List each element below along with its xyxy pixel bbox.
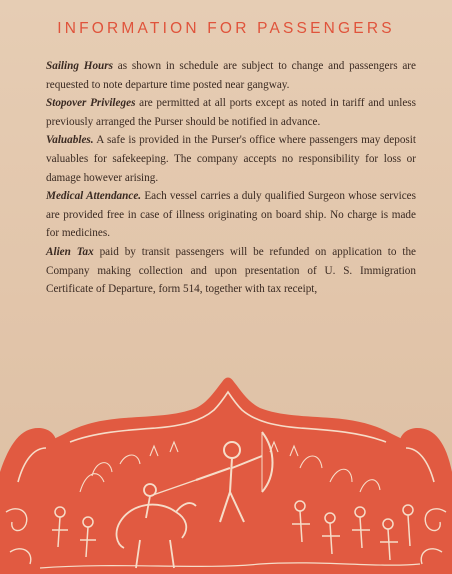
passenger-information-text xyxy=(46,57,416,299)
paragraph-body: A safe is provided in the Purser's office where passengers may deposit valuables for safekeeping. The company accepts no responsibility for loss or damage however arising. xyxy=(46,134,416,184)
paragraph-lead: Valuables. xyxy=(46,134,94,147)
paragraph-valuables xyxy=(46,131,416,187)
paragraph-lead: Sailing Hours xyxy=(46,60,113,72)
paragraph-medical-attendance xyxy=(46,187,416,243)
paragraph-body: are permitted at all ports except as noted in tariff and unless previously arranged the Purser should be notified in advance. xyxy=(46,97,416,128)
paragraph-sailing-hours xyxy=(46,57,416,94)
paragraph-body: paid by transit passengers will be refunded on application to the Company making collection and upon presentation of U. S. Immigration Certificate of Departure, form 514, together with tax receipt, xyxy=(46,245,417,296)
paragraph-lead: Alien Tax xyxy=(46,245,94,258)
paragraph-alien-tax xyxy=(46,243,416,299)
page-title: INFORMATION FOR PASSENGERS xyxy=(57,20,395,37)
archer-scene-illustration-icon xyxy=(0,372,452,574)
paragraph-lead: Stopover Privileges xyxy=(46,97,136,110)
paragraph-lead: Medical Attendance. xyxy=(46,190,142,203)
ornate-frame xyxy=(0,378,452,574)
paragraph-body: Each vessel carries a duly qualified Surgeon whose services are provided free in case of illness originating on board ship. No charge is made for medicines. xyxy=(46,190,416,240)
paragraph-stopover-privileges xyxy=(46,94,416,131)
paragraph-body: as shown in schedule are subject to change and passengers are requested to note departure time posted near gangway. xyxy=(46,60,416,91)
